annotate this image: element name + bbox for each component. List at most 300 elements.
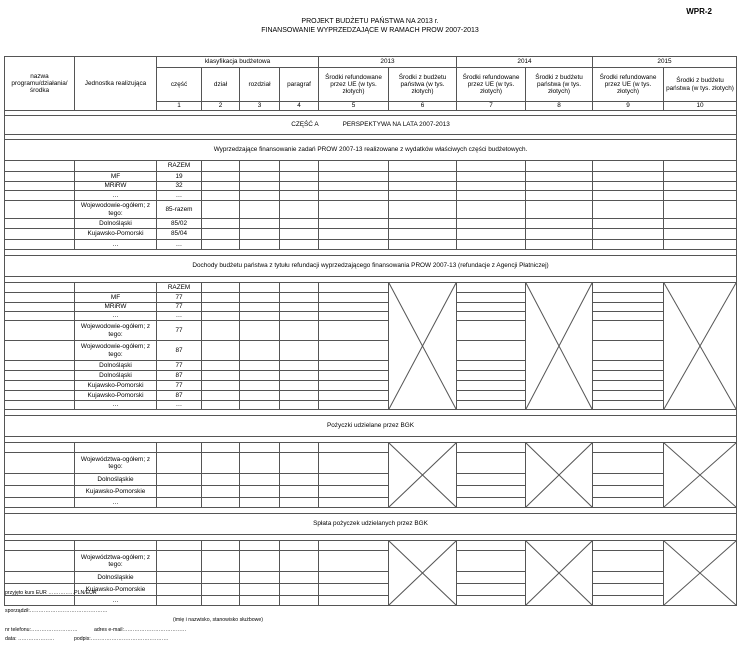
paragraf-cell[interactable] bbox=[280, 371, 319, 381]
state-funds-cell[interactable] bbox=[664, 172, 737, 182]
eu-funds-cell[interactable] bbox=[319, 161, 389, 172]
state-funds-cell[interactable] bbox=[664, 240, 737, 250]
eu-funds-cell[interactable] bbox=[593, 293, 664, 303]
eu-funds-cell[interactable] bbox=[319, 219, 389, 229]
eu-funds-cell[interactable] bbox=[457, 453, 526, 474]
unit-cell: … bbox=[75, 240, 157, 250]
paragraf-cell[interactable] bbox=[280, 584, 319, 596]
cross-mark-icon bbox=[664, 541, 736, 605]
program-cell[interactable] bbox=[5, 443, 75, 453]
rozdzial-cell[interactable] bbox=[240, 361, 280, 371]
state-funds-cell[interactable] bbox=[526, 182, 593, 191]
unit-cell: Województwa-ogółem; z tego: bbox=[75, 453, 157, 474]
program-cell[interactable] bbox=[5, 219, 75, 229]
rozdzial-cell[interactable] bbox=[240, 381, 280, 391]
eu-funds-cell[interactable] bbox=[457, 474, 526, 486]
cross-mark-icon bbox=[389, 541, 456, 605]
eu-funds-cell[interactable] bbox=[457, 219, 526, 229]
eu-funds-cell[interactable] bbox=[457, 293, 526, 303]
rozdzial-cell[interactable] bbox=[240, 312, 280, 321]
section-heading-row bbox=[5, 140, 737, 161]
eu-funds-cell[interactable] bbox=[457, 584, 526, 596]
eu-funds-cell[interactable] bbox=[319, 312, 389, 321]
dzial-cell[interactable] bbox=[202, 596, 240, 606]
eu-funds-cell[interactable] bbox=[593, 361, 664, 371]
eu-funds-cell[interactable] bbox=[593, 303, 664, 312]
dzial-cell[interactable] bbox=[202, 283, 240, 293]
eu-funds-cell[interactable] bbox=[593, 321, 664, 341]
paragraf-cell[interactable] bbox=[280, 361, 319, 371]
eu-funds-cell[interactable] bbox=[319, 401, 389, 410]
program-cell[interactable] bbox=[5, 240, 75, 250]
dzial-cell[interactable] bbox=[202, 361, 240, 371]
program-cell[interactable] bbox=[5, 486, 75, 498]
state-funds-cell[interactable] bbox=[664, 161, 737, 172]
eu-funds-cell[interactable] bbox=[457, 182, 526, 191]
rozdzial-cell[interactable] bbox=[240, 551, 280, 572]
rozdzial-cell[interactable] bbox=[240, 371, 280, 381]
rozdzial-cell[interactable] bbox=[240, 293, 280, 303]
czesc-cell: … bbox=[157, 401, 202, 410]
eu-funds-cell[interactable] bbox=[319, 361, 389, 371]
data-row bbox=[5, 498, 737, 508]
czesc-cell: 77 bbox=[157, 303, 202, 312]
dzial-cell[interactable] bbox=[202, 474, 240, 486]
state-funds-cell[interactable] bbox=[664, 182, 737, 191]
program-cell[interactable] bbox=[5, 381, 75, 391]
czesc-cell: RAZEM bbox=[157, 283, 202, 293]
eu-funds-cell[interactable] bbox=[319, 191, 389, 201]
paragraf-cell[interactable] bbox=[280, 474, 319, 486]
data-row bbox=[5, 172, 737, 182]
eu-funds-cell[interactable] bbox=[457, 572, 526, 584]
paragraf-cell[interactable] bbox=[280, 172, 319, 182]
crossed-out-cell bbox=[389, 443, 457, 508]
rozdzial-cell[interactable] bbox=[240, 541, 280, 551]
paragraf-cell[interactable] bbox=[280, 303, 319, 312]
eu-funds-cell[interactable] bbox=[593, 201, 664, 219]
state-funds-cell[interactable] bbox=[526, 191, 593, 201]
rozdzial-cell[interactable] bbox=[240, 182, 280, 191]
state-funds-cell[interactable] bbox=[664, 191, 737, 201]
eu-funds-cell[interactable] bbox=[457, 229, 526, 240]
state-funds-cell[interactable] bbox=[526, 229, 593, 240]
state-funds-cell[interactable] bbox=[389, 161, 457, 172]
czesc-cell: 19 bbox=[157, 172, 202, 182]
eu-funds-cell[interactable] bbox=[319, 572, 389, 584]
eu-funds-cell[interactable] bbox=[593, 498, 664, 508]
program-cell[interactable] bbox=[5, 453, 75, 474]
czesc-cell: 85-razem bbox=[157, 201, 202, 219]
czesc-cell bbox=[157, 443, 202, 453]
program-cell[interactable] bbox=[5, 551, 75, 572]
eu-funds-cell[interactable] bbox=[319, 371, 389, 381]
eu-funds-cell[interactable] bbox=[593, 391, 664, 401]
eu-funds-cell[interactable] bbox=[457, 172, 526, 182]
program-cell[interactable] bbox=[5, 229, 75, 240]
state-funds-cell[interactable] bbox=[526, 161, 593, 172]
paragraf-cell[interactable] bbox=[280, 391, 319, 401]
eu-funds-cell[interactable] bbox=[457, 341, 526, 361]
crossed-out-cell bbox=[526, 443, 593, 508]
section-title-2: Dochody budżetu państwa z tytułu refundacji wyprzedzającego finansowania PROW 2007-13 (refundacje z Agencji Płatniczej) bbox=[5, 256, 737, 277]
rozdzial-cell[interactable] bbox=[240, 498, 280, 508]
czesc-cell bbox=[157, 541, 202, 551]
paragraf-cell[interactable] bbox=[280, 240, 319, 250]
header-paragraf: paragraf bbox=[280, 68, 319, 102]
czesc-cell bbox=[157, 453, 202, 474]
paragraf-cell[interactable] bbox=[280, 498, 319, 508]
eu-funds-cell[interactable] bbox=[593, 341, 664, 361]
eu-funds-cell[interactable] bbox=[457, 391, 526, 401]
dzial-cell[interactable] bbox=[202, 161, 240, 172]
rozdzial-cell[interactable] bbox=[240, 219, 280, 229]
header-year-2015: 2015 bbox=[593, 57, 737, 68]
dzial-cell[interactable] bbox=[202, 381, 240, 391]
data-row bbox=[5, 572, 737, 584]
header-year-2013: 2013 bbox=[319, 57, 457, 68]
eu-funds-cell[interactable] bbox=[457, 596, 526, 606]
paragraf-cell[interactable] bbox=[280, 443, 319, 453]
rozdzial-cell[interactable] bbox=[240, 572, 280, 584]
program-cell[interactable] bbox=[5, 371, 75, 381]
eu-funds-cell[interactable] bbox=[457, 541, 526, 551]
eu-funds-cell[interactable] bbox=[319, 182, 389, 191]
dzial-cell[interactable] bbox=[202, 172, 240, 182]
unit-cell bbox=[75, 443, 157, 453]
eu-funds-cell[interactable] bbox=[457, 371, 526, 381]
czesc-cell bbox=[157, 596, 202, 606]
rozdzial-cell[interactable] bbox=[240, 341, 280, 361]
state-funds-cell[interactable] bbox=[664, 201, 737, 219]
state-funds-cell[interactable] bbox=[664, 219, 737, 229]
paragraf-cell[interactable] bbox=[280, 201, 319, 219]
dzial-cell[interactable] bbox=[202, 541, 240, 551]
unit-cell: … bbox=[75, 312, 157, 321]
paragraf-cell[interactable] bbox=[280, 312, 319, 321]
unit-cell: Wojewodowie-ogółem; z tego: bbox=[75, 201, 157, 219]
crossed-out-cell bbox=[664, 443, 737, 508]
program-cell[interactable] bbox=[5, 572, 75, 584]
eu-funds-cell[interactable] bbox=[457, 401, 526, 410]
eu-funds-cell[interactable] bbox=[319, 321, 389, 341]
state-funds-cell[interactable] bbox=[389, 219, 457, 229]
rozdzial-cell[interactable] bbox=[240, 161, 280, 172]
paragraf-cell[interactable] bbox=[280, 551, 319, 572]
eu-funds-cell[interactable] bbox=[593, 572, 664, 584]
data-row bbox=[5, 371, 737, 381]
crossed-out-cell bbox=[526, 541, 593, 606]
eu-funds-cell[interactable] bbox=[593, 443, 664, 453]
rozdzial-cell[interactable] bbox=[240, 401, 280, 410]
header-state-funds-2013: Środki z budżetu państwa (w tys. złotych) bbox=[389, 68, 457, 102]
program-cell[interactable] bbox=[5, 312, 75, 321]
footer-date: data: ………………… bbox=[5, 636, 55, 642]
program-cell[interactable] bbox=[5, 201, 75, 219]
program-cell[interactable] bbox=[5, 191, 75, 201]
rozdzial-cell[interactable] bbox=[240, 191, 280, 201]
data-row bbox=[5, 486, 737, 498]
eu-funds-cell[interactable] bbox=[593, 551, 664, 572]
eu-funds-cell[interactable] bbox=[319, 596, 389, 606]
rozdzial-cell[interactable] bbox=[240, 596, 280, 606]
program-cell[interactable] bbox=[5, 172, 75, 182]
unit-cell: MF bbox=[75, 172, 157, 182]
unit-cell bbox=[75, 161, 157, 172]
eu-funds-cell[interactable] bbox=[593, 161, 664, 172]
state-funds-cell[interactable] bbox=[389, 191, 457, 201]
dzial-cell[interactable] bbox=[202, 453, 240, 474]
eu-funds-cell[interactable] bbox=[319, 541, 389, 551]
rozdzial-cell[interactable] bbox=[240, 201, 280, 219]
column-number-5: 5 bbox=[319, 102, 389, 111]
dzial-cell[interactable] bbox=[202, 551, 240, 572]
eu-funds-cell[interactable] bbox=[457, 161, 526, 172]
eu-funds-cell[interactable] bbox=[593, 401, 664, 410]
eu-funds-cell[interactable] bbox=[319, 341, 389, 361]
eu-funds-cell[interactable] bbox=[319, 201, 389, 219]
eu-funds-cell[interactable] bbox=[457, 191, 526, 201]
eu-funds-cell[interactable] bbox=[457, 361, 526, 371]
eu-funds-cell[interactable] bbox=[593, 584, 664, 596]
eu-funds-cell[interactable] bbox=[593, 191, 664, 201]
program-cell[interactable] bbox=[5, 303, 75, 312]
eu-funds-cell[interactable] bbox=[457, 312, 526, 321]
data-row bbox=[5, 283, 737, 293]
column-number-1: 1 bbox=[157, 102, 202, 111]
eu-funds-cell[interactable] bbox=[457, 201, 526, 219]
paragraf-cell[interactable] bbox=[280, 161, 319, 172]
eu-funds-cell[interactable] bbox=[319, 551, 389, 572]
dzial-cell[interactable] bbox=[202, 201, 240, 219]
eu-funds-cell[interactable] bbox=[593, 172, 664, 182]
paragraf-cell[interactable] bbox=[280, 486, 319, 498]
eu-funds-cell[interactable] bbox=[319, 486, 389, 498]
paragraf-cell[interactable] bbox=[280, 293, 319, 303]
state-funds-cell[interactable] bbox=[389, 182, 457, 191]
eu-funds-cell[interactable] bbox=[319, 443, 389, 453]
crossed-out-cell bbox=[526, 283, 593, 410]
dzial-cell[interactable] bbox=[202, 584, 240, 596]
dzial-cell[interactable] bbox=[202, 219, 240, 229]
eu-funds-cell[interactable] bbox=[593, 486, 664, 498]
eu-funds-cell[interactable] bbox=[319, 381, 389, 391]
rozdzial-cell[interactable] bbox=[240, 474, 280, 486]
eu-funds-cell[interactable] bbox=[319, 283, 389, 293]
dzial-cell[interactable] bbox=[202, 572, 240, 584]
data-row bbox=[5, 321, 737, 341]
eu-funds-cell[interactable] bbox=[319, 303, 389, 312]
program-cell[interactable] bbox=[5, 498, 75, 508]
paragraf-cell[interactable] bbox=[280, 229, 319, 240]
paragraf-cell[interactable] bbox=[280, 572, 319, 584]
rozdzial-cell[interactable] bbox=[240, 283, 280, 293]
eu-funds-cell[interactable] bbox=[457, 303, 526, 312]
dzial-cell[interactable] bbox=[202, 443, 240, 453]
program-cell[interactable] bbox=[5, 361, 75, 371]
czesc-cell: 77 bbox=[157, 381, 202, 391]
crossed-out-cell bbox=[389, 541, 457, 606]
eu-funds-cell[interactable] bbox=[593, 596, 664, 606]
dzial-cell[interactable] bbox=[202, 371, 240, 381]
eu-funds-cell[interactable] bbox=[457, 486, 526, 498]
unit-cell: Wojewodowie-ogółem; z tego: bbox=[75, 321, 157, 341]
program-cell[interactable] bbox=[5, 283, 75, 293]
program-cell[interactable] bbox=[5, 161, 75, 172]
state-funds-cell[interactable] bbox=[389, 201, 457, 219]
data-row bbox=[5, 341, 737, 361]
data-row bbox=[5, 453, 737, 474]
dzial-cell[interactable] bbox=[202, 391, 240, 401]
rozdzial-cell[interactable] bbox=[240, 172, 280, 182]
eu-funds-cell[interactable] bbox=[593, 219, 664, 229]
paragraf-cell[interactable] bbox=[280, 453, 319, 474]
eu-funds-cell[interactable] bbox=[593, 240, 664, 250]
footer-exchange-rate: przyjęto kurs EUR ……………PLN/EUR bbox=[5, 590, 97, 596]
paragraf-cell[interactable] bbox=[280, 541, 319, 551]
dzial-cell[interactable] bbox=[202, 182, 240, 191]
rozdzial-cell[interactable] bbox=[240, 229, 280, 240]
dzial-cell[interactable] bbox=[202, 341, 240, 361]
eu-funds-cell[interactable] bbox=[593, 229, 664, 240]
state-funds-cell[interactable] bbox=[389, 172, 457, 182]
state-funds-cell[interactable] bbox=[526, 240, 593, 250]
czesc-cell: … bbox=[157, 240, 202, 250]
eu-funds-cell[interactable] bbox=[319, 229, 389, 240]
eu-funds-cell[interactable] bbox=[593, 381, 664, 391]
program-cell[interactable] bbox=[5, 182, 75, 191]
eu-funds-cell[interactable] bbox=[319, 474, 389, 486]
rozdzial-cell[interactable] bbox=[240, 391, 280, 401]
program-cell[interactable] bbox=[5, 401, 75, 410]
czesc-cell: 87 bbox=[157, 391, 202, 401]
program-cell[interactable] bbox=[5, 541, 75, 551]
form-code: WPR-2 bbox=[686, 7, 712, 16]
rozdzial-cell[interactable] bbox=[240, 486, 280, 498]
czesc-cell: 85/02 bbox=[157, 219, 202, 229]
part-row bbox=[5, 116, 737, 135]
eu-funds-cell[interactable] bbox=[593, 453, 664, 474]
eu-funds-cell[interactable] bbox=[593, 283, 664, 293]
paragraf-cell[interactable] bbox=[280, 283, 319, 293]
eu-funds-cell[interactable] bbox=[457, 498, 526, 508]
eu-funds-cell[interactable] bbox=[319, 498, 389, 508]
column-number-4: 4 bbox=[280, 102, 319, 111]
czesc-cell: 77 bbox=[157, 321, 202, 341]
unit-cell: Kujawsko-Pomorski bbox=[75, 229, 157, 240]
paragraf-cell[interactable] bbox=[280, 341, 319, 361]
crossed-out-cell bbox=[664, 283, 737, 410]
paragraf-cell[interactable] bbox=[280, 191, 319, 201]
program-cell[interactable] bbox=[5, 596, 75, 606]
column-number-8: 8 bbox=[526, 102, 593, 111]
rozdzial-cell[interactable] bbox=[240, 321, 280, 341]
dzial-cell[interactable] bbox=[202, 303, 240, 312]
eu-funds-cell[interactable] bbox=[457, 321, 526, 341]
czesc-cell bbox=[157, 486, 202, 498]
eu-funds-cell[interactable] bbox=[593, 474, 664, 486]
czesc-cell: … bbox=[157, 191, 202, 201]
state-funds-cell[interactable] bbox=[526, 172, 593, 182]
state-funds-cell[interactable] bbox=[526, 219, 593, 229]
state-funds-cell[interactable] bbox=[389, 229, 457, 240]
eu-funds-cell[interactable] bbox=[319, 172, 389, 182]
program-cell[interactable] bbox=[5, 321, 75, 341]
header-unit: Jednostka realizująca bbox=[75, 57, 157, 111]
eu-funds-cell[interactable] bbox=[457, 381, 526, 391]
unit-cell: MRiRW bbox=[75, 182, 157, 191]
eu-funds-cell[interactable] bbox=[457, 551, 526, 572]
eu-funds-cell[interactable] bbox=[319, 240, 389, 250]
eu-funds-cell[interactable] bbox=[593, 182, 664, 191]
dzial-cell[interactable] bbox=[202, 486, 240, 498]
data-row bbox=[5, 391, 737, 401]
rozdzial-cell[interactable] bbox=[240, 240, 280, 250]
section-title-4: Spłata pożyczek udzielanych przez BGK bbox=[5, 514, 737, 535]
state-funds-cell[interactable] bbox=[389, 240, 457, 250]
state-funds-cell[interactable] bbox=[664, 229, 737, 240]
rozdzial-cell[interactable] bbox=[240, 443, 280, 453]
paragraf-cell[interactable] bbox=[280, 596, 319, 606]
cross-mark-icon bbox=[389, 443, 456, 507]
program-cell[interactable] bbox=[5, 293, 75, 303]
header-eu-funds-2015: Środki refundowane przez UE (w tys. złotych) bbox=[593, 68, 664, 102]
paragraf-cell[interactable] bbox=[280, 219, 319, 229]
czesc-cell: … bbox=[157, 312, 202, 321]
eu-funds-cell[interactable] bbox=[319, 293, 389, 303]
rozdzial-cell[interactable] bbox=[240, 453, 280, 474]
eu-funds-cell[interactable] bbox=[319, 453, 389, 474]
header-czesc: część bbox=[157, 68, 202, 102]
paragraf-cell[interactable] bbox=[280, 182, 319, 191]
eu-funds-cell[interactable] bbox=[593, 312, 664, 321]
dzial-cell[interactable] bbox=[202, 321, 240, 341]
dzial-cell[interactable] bbox=[202, 293, 240, 303]
eu-funds-cell[interactable] bbox=[457, 240, 526, 250]
dzial-cell[interactable] bbox=[202, 312, 240, 321]
unit-cell: Dolnośląski bbox=[75, 219, 157, 229]
paragraf-cell[interactable] bbox=[280, 401, 319, 410]
dzial-cell[interactable] bbox=[202, 191, 240, 201]
unit-cell: … bbox=[75, 191, 157, 201]
part-title: PERSPEKTYWA NA LATA 2007-2013 bbox=[342, 121, 450, 129]
eu-funds-cell[interactable] bbox=[319, 391, 389, 401]
czesc-cell bbox=[157, 572, 202, 584]
dzial-cell[interactable] bbox=[202, 229, 240, 240]
paragraf-cell[interactable] bbox=[280, 381, 319, 391]
czesc-cell bbox=[157, 584, 202, 596]
dzial-cell[interactable] bbox=[202, 498, 240, 508]
header-eu-funds-2013: Środki refundowane przez UE (w tys. złotych) bbox=[319, 68, 389, 102]
data-row bbox=[5, 240, 737, 250]
program-cell[interactable] bbox=[5, 474, 75, 486]
eu-funds-cell[interactable] bbox=[593, 371, 664, 381]
program-cell[interactable] bbox=[5, 341, 75, 361]
state-funds-cell[interactable] bbox=[526, 201, 593, 219]
unit-cell: Dolnośląski bbox=[75, 371, 157, 381]
eu-funds-cell[interactable] bbox=[319, 584, 389, 596]
eu-funds-cell[interactable] bbox=[457, 283, 526, 293]
dzial-cell[interactable] bbox=[202, 401, 240, 410]
eu-funds-cell[interactable] bbox=[593, 541, 664, 551]
rozdzial-cell[interactable] bbox=[240, 584, 280, 596]
paragraf-cell[interactable] bbox=[280, 321, 319, 341]
unit-cell bbox=[75, 283, 157, 293]
dzial-cell[interactable] bbox=[202, 240, 240, 250]
rozdzial-cell[interactable] bbox=[240, 303, 280, 312]
eu-funds-cell[interactable] bbox=[457, 443, 526, 453]
program-cell[interactable] bbox=[5, 391, 75, 401]
